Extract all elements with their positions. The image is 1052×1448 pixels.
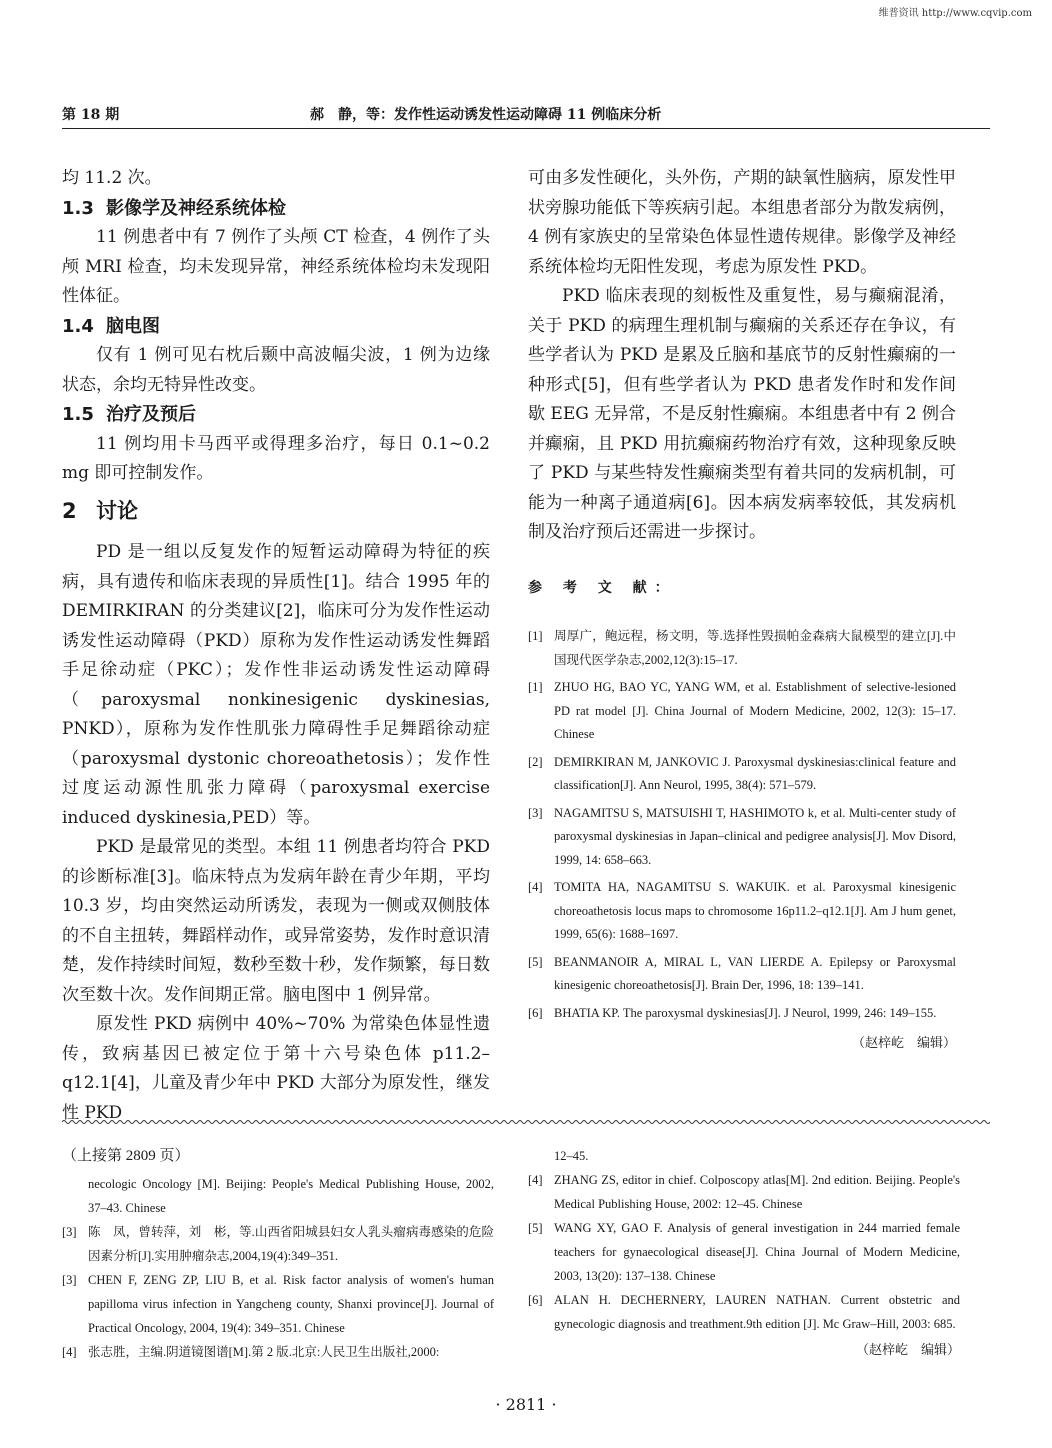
reference-item: [1] 周厚广，鲍远程，杨文明，等.选择性毁损帕金森病大鼠模型的建立[J].中国现代医学杂志,2002,12(3):15–17. — [528, 629, 956, 667]
reference-item: [4] 张志胜，主编.阴道镜图谱[M].第 2 版.北京:人民卫生出版社,2000: — [62, 1345, 440, 1359]
reference-item: [3] 陈 凤，曾转萍，刘 彬，等.山西省阳城县妇女人乳头瘤病毒感染的危险因素分析[J].实用肿瘤杂志,2004,19(4):349–351. — [62, 1225, 494, 1263]
reference-item: [4] TOMITA HA, NAGAMITSU S. WAKUIK. et al. Paroxysmal kinesigenic choreoathetosis locus maps to chromosome 16p11.2–q12.1[J]. Am J hum genet, 1999, 65(6): 1688–1697. — [528, 880, 956, 941]
reference-item: [6] BHATIA KP. The paroxysmal dyskinesias[J]. J Neurol, 1999, 246: 149–155. — [528, 1005, 937, 1020]
issue-label: 第 18 期 — [62, 107, 120, 123]
header-rule — [62, 128, 990, 129]
right-column — [528, 164, 956, 1059]
reference-item: [2] DEMIRKIRAN M, JANKOVIC J. Paroxysmal dyskinesias:clinical feature and classification[J]. Ann Neurol, 1995, 38(4): 571–579. — [528, 754, 956, 792]
paragraph: 11 例患者中有 7 例作了头颅 CT 检查，4 例作了头颅 MRI 检查，均未发现异常，神经系统体检均未发现阳性体征。 — [62, 227, 490, 306]
paragraph: PKD 临床表现的刻板性及重复性，易与癫痫混淆，关于 PKD 的病理生理机制与癫痫的关系还存在争议，有些学者认为 PKD 是累及丘脑和基底节的反射性癫痫的一种形式[5]，但有些学者认为 PKD 患者发作时和发作间歇 EEG 无异常，不是反射性癫痫。本组患者中有 2 例合并癫痫，且 PKD 用抗癫痫药物治疗有效，这种现象反映了 PKD 与某些特发性癫痫类型有着共同的发病机制，可能为一种离子通道病[6]。因本病发病率较低，其发病机制及治疗预后还需进一步探讨。 — [528, 286, 956, 542]
running-head — [62, 104, 990, 124]
continued-from-label: （上接第 2809 页） — [62, 1148, 190, 1164]
left-column — [62, 164, 490, 1128]
paragraph: PD 是一组以反复发作的短暂运动障碍为特征的疾病，具有遗传和临床表现的异质性[1]。结合 1995 年的 DEMIRKIRAN 的分类建议[2]，临床可分为发作性运动诱发性运动障碍（PKD）原称为发作性运动诱发性舞蹈手足徐动症（PKC）；发作性非运动诱发性运动障碍（paroxysmal nonkinesigenic dyskinesias, PNKD），原称为发作性肌张力障碍性手足舞蹈徐动症（paroxysmal dystonic choreoathetosis）；发作性过度运动源性肌张力障碍（paroxysmal exercise induced dyskinesia,PED）等。 — [62, 542, 490, 828]
reference-item: [3] CHEN F, ZENG ZP, LIU B, et al. Risk factor analysis of women's human papilloma virus infection in Yangcheng county, Shanxi province[J]. Journal of Practical Oncology, 2004, 19(4): 349–351. Chinese — [62, 1273, 494, 1335]
continued-right-column — [528, 1144, 960, 1362]
reference-list — [528, 625, 956, 1025]
reference-item: [1] ZHUO HG, BAO YC, YANG WM, et al. Establishment of selective-lesioned PD rat model [J]. China Journal of Modern Medicine, 2002, 12(3): 15–17. Chinese — [528, 680, 956, 741]
paragraph: 可由多发性硬化，头外伤，产期的缺氧性脑病，原发性甲状旁腺功能低下等疾病引起。本组患者部分为散发病例，4 例有家族史的呈常染色体显性遗传规律。影像学及神经系统体检均无阳性发现，考虑为原发性 PKD。 — [528, 168, 956, 277]
watermark-text: 维普资讯 http://www.cqvip.com — [878, 8, 1032, 19]
reference-item: [6] ALAN H. DECHERNERY, LAUREN NATHAN. Current obstetric and gynecologic diagnosis and treathment.9th edition [J]. Mc Graw–Hill, 2003: 685. — [528, 1293, 960, 1331]
reference-item: [3] NAGAMITSU S, MATSUISHI T, HASHIMOTO k, et al. Multi-center study of paroxysmal dyskinesias in Japan–clinical and pedigree analysis[J]. Mov Disord, 1999, 14: 658–663. — [528, 805, 956, 867]
page-number: · 2811 · — [495, 1395, 557, 1414]
paragraph: 原发性 PKD 病例中 40%~70% 为常染色体显性遗传，致病基因已被定位于第十六号染色体 p11.2–q12.1[4]，儿童及青少年中 PKD 大部分为原发性，继发性 PKD — [62, 1014, 490, 1123]
paragraph: 均 11.2 次。 — [62, 168, 162, 188]
editor-credit: （赵梓屹 编辑） — [855, 1342, 960, 1357]
reference-item: 12–45. — [554, 1149, 589, 1163]
editor-credit: （赵梓屹 编辑） — [851, 1036, 956, 1051]
article-running-title: 郝 静，等：发作性运动诱发性运动障碍 11 例临床分析 — [310, 107, 662, 123]
section-heading-1-4: 1.4 脑电图 — [62, 315, 160, 337]
reference-item: [5] BEANMANOIR A, MIRAL L, VAN LIERDE A. Epilepsy or Paroxysmal kinesigenic choreoathetosis[J]. Brain Der, 1996, 18: 139–141. — [528, 954, 956, 992]
paragraph: 11 例均用卡马西平或得理多治疗，每日 0.1~0.2 mg 即可控制发作。 — [62, 433, 490, 483]
reference-item: [5] WANG XY, GAO F. Analysis of general investigation in 244 married female teachers for gynaecological disease[J]. China Journal of Modern Medicine, 2003, 13(20): 137–138. Chinese — [528, 1221, 960, 1283]
continued-left-column — [62, 1144, 494, 1364]
section-heading-1-5: 1.5 治疗及预后 — [62, 404, 196, 425]
section-heading-1-3: 1.3 影像学及神经系统体检 — [62, 197, 286, 219]
wavy-divider — [62, 1118, 990, 1126]
paragraph: PKD 是最常见的类型。本组 11 例患者均符合 PKD 的诊断标准[3]。临床特点为发病年龄在青少年期，平均 10.3 岁，均由突然运动所诱发，表现为一侧或双侧肢体的不自主扭转，舞蹈样动作，或异常姿势，发作时意识清楚，发作持续时间短，数秒至数十秒，发作频繁，每日数次至数十次。发作间期正常。脑电图中 1 例异常。 — [62, 837, 490, 1005]
references-heading: 参 考 文 献： — [528, 579, 677, 596]
section-heading-2: 2 讨论 — [62, 498, 138, 523]
reference-item: [4] ZHANG ZS, editor in chief. Colposcopy atlas[M]. 2nd edition. Beijing. People's Medical Publishing House, 2002: 12–45. Chinese — [528, 1173, 960, 1211]
reference-item: necologic Oncology [M]. Beijing: People's Medical Publishing House, 2002, 37–43. Chinese — [88, 1177, 494, 1215]
paragraph: 仅有 1 例可见右枕后颞中高波幅尖波，1 例为边缘状态，余均无特异性改变。 — [62, 345, 490, 395]
